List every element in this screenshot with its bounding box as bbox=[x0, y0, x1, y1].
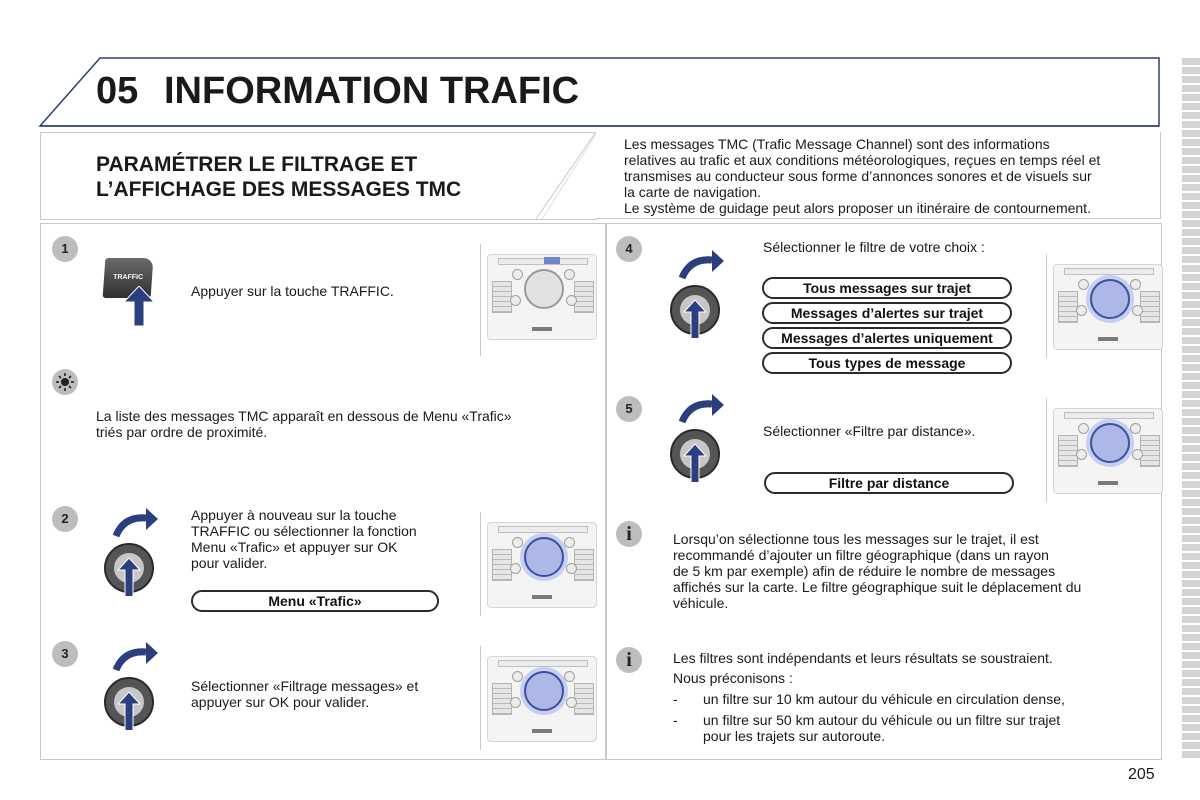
press-arrow-icon bbox=[124, 286, 154, 326]
step-number: 5 bbox=[616, 396, 642, 422]
filter-option-button[interactable]: Messages d’alertes sur trajet bbox=[762, 302, 1012, 324]
step-3-line: appuyer sur OK pour valider. bbox=[191, 694, 370, 710]
intro-line: transmises au conducteur sous forme d’annonces sonores et de visuels sur bbox=[624, 168, 1092, 184]
info-1-line: affichés sur la carte. Le filtre géographique suit le déplacement du bbox=[673, 579, 1082, 595]
bullet-line: un filtre sur 10 km autour du véhicule en circulation dense, bbox=[703, 691, 1065, 707]
info-1-text bbox=[673, 531, 1153, 611]
filter-option-button[interactable]: Messages d’alertes uniquement bbox=[762, 327, 1012, 349]
chapter-title: INFORMATION TRAFIC bbox=[164, 70, 580, 112]
bullet-dash: - bbox=[673, 712, 678, 728]
info-1-line: recommandé d’ajouter un filtre géographique (dans un rayon bbox=[673, 547, 1049, 563]
filter-option-button[interactable]: Tous types de message bbox=[762, 352, 1012, 374]
radio-thumbnail bbox=[480, 512, 605, 616]
intro-line: relatives au trafic et aux conditions météorologiques, reçues en temps réel et bbox=[624, 152, 1101, 168]
step-2-text bbox=[191, 507, 471, 571]
radio-thumbnail bbox=[480, 244, 605, 356]
side-tab-stripes bbox=[1182, 58, 1200, 760]
step-number: 1 bbox=[52, 236, 78, 262]
bullet-line: un filtre sur 50 km autour du véhicule ou un filtre sur trajet bbox=[703, 712, 1061, 728]
step-3-text bbox=[191, 678, 471, 710]
section-title bbox=[96, 152, 461, 202]
bullet-line: pour les trajets sur autoroute. bbox=[703, 728, 886, 744]
tip-text bbox=[96, 408, 596, 440]
step-3-line: Sélectionner «Filtrage messages» et bbox=[191, 678, 419, 694]
info-icon: i bbox=[616, 647, 642, 673]
tip-line: La liste des messages TMC apparaît en dessous de Menu «Trafic» bbox=[96, 408, 512, 424]
menu-trafic-button[interactable]: Menu «Trafic» bbox=[191, 590, 439, 612]
distance-filter-button[interactable]: Filtre par distance bbox=[764, 472, 1014, 494]
traffic-key-label: TRAFFIC bbox=[112, 274, 144, 281]
rotary-knob-icon bbox=[668, 248, 738, 338]
radio-thumbnail bbox=[1046, 254, 1171, 358]
step-2-line: Appuyer à nouveau sur la touche bbox=[191, 507, 397, 523]
page-number: 205 bbox=[1128, 766, 1155, 783]
intro-text bbox=[624, 136, 1164, 216]
intro-line: la carte de navigation. bbox=[624, 184, 761, 200]
step-number: 3 bbox=[52, 641, 78, 667]
rotary-knob-icon bbox=[668, 392, 738, 482]
step-number: 2 bbox=[52, 506, 78, 532]
bullet-dash: - bbox=[673, 691, 678, 707]
rotary-knob-icon bbox=[102, 640, 172, 730]
step-2-line: Menu «Trafic» et appuyer sur OK bbox=[191, 539, 398, 555]
step-2-line: pour valider. bbox=[191, 555, 268, 571]
radio-thumbnail bbox=[1046, 398, 1171, 502]
filter-option-button[interactable]: Tous messages sur trajet bbox=[762, 277, 1012, 299]
intro-line: Le système de guidage peut alors proposer un itinéraire de contournement. bbox=[624, 200, 1091, 216]
lightbulb-icon bbox=[52, 369, 78, 395]
info-1-line: Lorsqu’on sélectionne tous les messages sur le trajet, il est bbox=[673, 531, 1039, 547]
radio-thumbnail bbox=[480, 646, 605, 750]
info-1-line: de 5 km par exemple) afin de réduire le nombre de messages bbox=[673, 563, 1056, 579]
chapter-number: 05 bbox=[96, 70, 139, 112]
info-icon: i bbox=[616, 521, 642, 547]
tip-line: triés par ordre de proximité. bbox=[96, 424, 268, 440]
intro-line: Les messages TMC (Trafic Message Channel) sont des informations bbox=[624, 136, 1050, 152]
step-2-line: TRAFFIC ou sélectionner la fonction bbox=[191, 523, 417, 539]
step-4-text: Sélectionner le filtre de votre choix : bbox=[763, 239, 985, 255]
info-2-intro: Les filtres sont indépendants et leurs résultats se soustraient. bbox=[673, 650, 1053, 666]
section-title-corner bbox=[536, 132, 598, 220]
info-1-line: véhicule. bbox=[673, 595, 729, 611]
section-title-line: PARAMÉTRER LE FILTRAGE ET bbox=[96, 153, 418, 176]
step-number: 4 bbox=[616, 236, 642, 262]
step-1-text: Appuyer sur la touche TRAFFIC. bbox=[191, 283, 394, 299]
rotary-knob-icon bbox=[102, 506, 172, 596]
info-2-recommend: Nous préconisons : bbox=[673, 670, 793, 686]
section-title-line: L’AFFICHAGE DES MESSAGES TMC bbox=[96, 178, 462, 201]
step-5-text: Sélectionner «Filtre par distance». bbox=[763, 423, 976, 439]
